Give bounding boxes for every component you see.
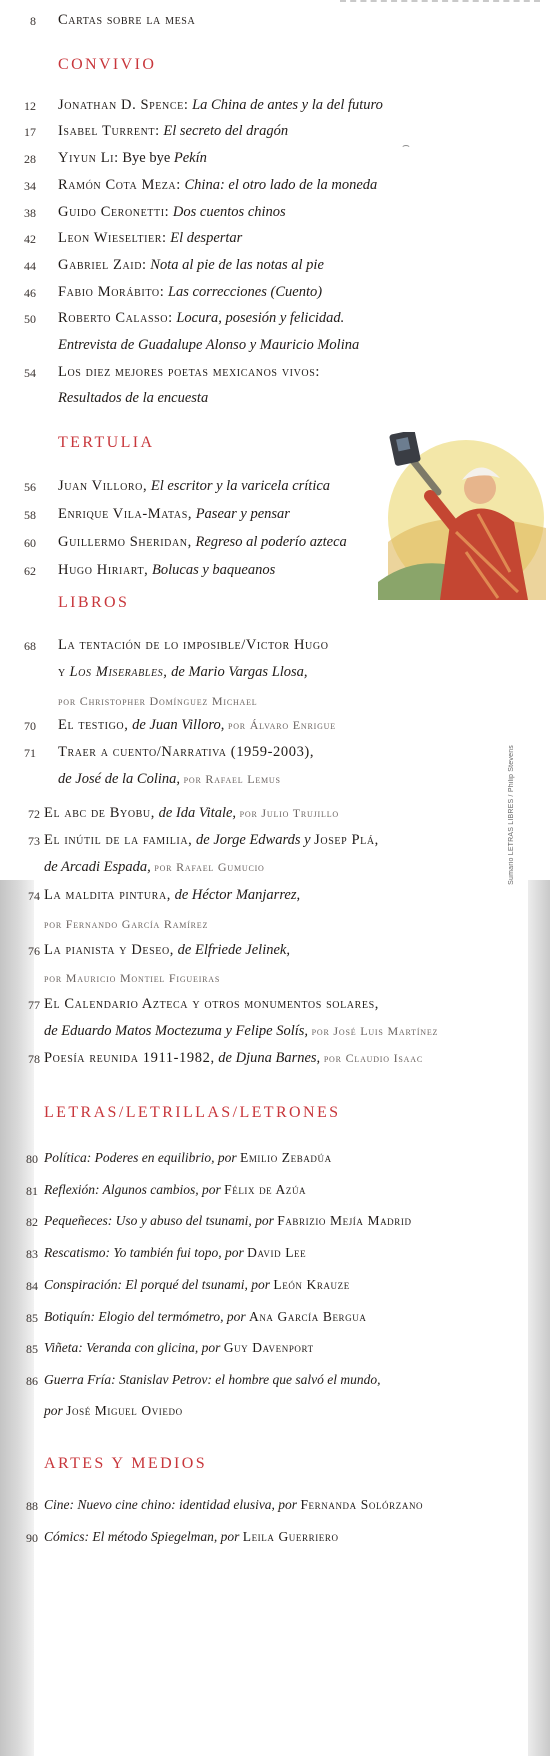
page-number: 54 [24, 366, 36, 380]
page-number: 71 [24, 746, 36, 760]
entry-title: La maldita pintura, [44, 887, 171, 903]
page-number: 73 [28, 834, 40, 848]
entry-reviewer: por Rafael Lemus [183, 772, 281, 786]
page-number: 81 [26, 1184, 38, 1198]
entry-title: Pasear y pensar [195, 506, 290, 522]
entry-author: Fabrizio Mejía Madrid [277, 1213, 412, 1228]
page-number: 68 [24, 639, 36, 653]
entry-author: Yiyun Li: [58, 150, 119, 166]
page-number: 82 [26, 1215, 38, 1229]
page-number: 12 [24, 99, 36, 113]
page-number: 60 [24, 536, 36, 550]
scan-shadow-right [528, 880, 550, 1756]
page-edge-mark [340, 0, 540, 8]
entry-author: Ana García Bergua [248, 1309, 367, 1324]
entry-author: José Miguel Oviedo [66, 1403, 183, 1418]
page-number: 85 [26, 1311, 38, 1325]
entry-author: Hugo Hiriart, [58, 562, 149, 578]
page-number: 74 [28, 889, 40, 903]
page-number: 56 [24, 480, 36, 494]
entry-author: Guy Davenport [223, 1340, 314, 1355]
entry-subtitle: de Héctor Manjarrez, [174, 887, 301, 903]
page-number: 80 [26, 1152, 38, 1166]
entry-reviewer: por Claudio Isaac [323, 1051, 423, 1065]
side-credit: Sumario LETRAS LIBRES / Philip Stevens [508, 745, 515, 885]
page-number: 90 [26, 1531, 38, 1545]
page-number: 58 [24, 508, 36, 522]
page-number: 34 [24, 179, 36, 193]
entry-title: El inútil de la familia, [44, 832, 193, 848]
entry-title: El abc de Byobu, [44, 805, 155, 821]
entry-reviewer: por Mauricio Montiel Figueiras [44, 971, 221, 985]
page-number: 85 [26, 1342, 38, 1356]
entry-subtitle: de Jorge Edwards y [196, 832, 311, 848]
page-number: 46 [24, 286, 36, 300]
page-number: 77 [28, 998, 40, 1012]
entry-title: La China de antes y la del futuro [192, 97, 383, 113]
entry-author: Enrique Vila-Matas, [58, 506, 193, 522]
section-heading-convivio: CONVIVIO [58, 56, 157, 73]
entry-title: Viñeta: Veranda con glicina, por [44, 1340, 221, 1355]
entry-reviewer: por Rafael Gumucio [154, 860, 265, 874]
entry-author: Guido Ceronetti: [58, 204, 170, 220]
entry-title: Cómics: El método Spiegelman, por [44, 1529, 240, 1544]
section-heading-libros: LIBROS [58, 594, 130, 611]
page-number: 44 [24, 259, 36, 273]
entry-title: Cine: Nuevo cine chino: identidad elusiva, por [44, 1497, 298, 1512]
entry-title: Política: Poderes en equilibrio, por [44, 1150, 237, 1165]
entry-title: El despertar [170, 230, 243, 246]
entry-author: Fernanda Solórzano [300, 1497, 424, 1512]
entry-title: El secreto del dragón [163, 123, 289, 139]
entry-reviewer: por Álvaro Enrigue [227, 718, 336, 732]
entry-author: Emilio Zebadúa [239, 1150, 332, 1165]
entry-subtitle: de Elfriede Jelinek, [177, 942, 290, 958]
entry-subtitle: Entrevista de Guadalupe Alonso y Mauricio Molina [58, 337, 360, 353]
entry-author: Gabriel Zaid: [58, 257, 147, 273]
entry-title: Regreso al poderío azteca [195, 534, 347, 550]
entry-reviewer: por José Luis Martínez [311, 1024, 439, 1038]
section-heading-letras: LETRAS/LETRILLAS/LETRONES [44, 1104, 341, 1121]
entry-title: El Calendario Azteca y otros monumentos solares, [44, 996, 379, 1012]
page-number: 38 [24, 206, 36, 220]
section-heading-tertulia: TERTULIA [58, 434, 155, 451]
man-holding-camera-illustration [378, 432, 546, 600]
entry-title: La pianista y Deseo, [44, 942, 175, 958]
entry-subtitle: de Mario Vargas Llosa, [171, 664, 308, 680]
entry-reviewer: por Fernando García Ramírez [44, 917, 209, 931]
entry-title: Cartas sobre la mesa [58, 12, 196, 28]
entry-subtitle: de Arcadi Espada, [44, 859, 151, 875]
page-number: 70 [24, 719, 36, 733]
entry-title: Pequeñeces: Uso y abuso del tsunami, por [44, 1213, 274, 1228]
entry-author: Jonathan D. Spence: [58, 97, 189, 113]
page-number: 50 [24, 312, 36, 326]
entry-title: El testigo, [58, 717, 129, 733]
entry-author: Guillermo Sheridan, [58, 534, 192, 550]
entry-title-plain: Bye bye [122, 150, 171, 166]
entry-title: Locura, posesión y felicidad. [176, 310, 345, 326]
entry-title: Guerra Fría: Stanislav Petrov: el hombre que salvó el mundo, [44, 1372, 381, 1387]
entry-subtitle: de Ida Vitale, [158, 805, 237, 821]
entry-author: Roberto Calasso: [58, 310, 173, 326]
entry-author: León Krauze [273, 1277, 350, 1292]
entry-author: David Lee [247, 1245, 307, 1260]
page-number: 8 [30, 14, 36, 28]
entry-title: La tentación de lo imposible/Victor Hugo [58, 637, 329, 653]
page-number: 76 [28, 944, 40, 958]
entry-author: Leila Guerriero [242, 1529, 339, 1544]
entry-author: Félix de Azúa [224, 1182, 307, 1197]
entry-subtitle: de Djuna Barnes, [218, 1050, 321, 1066]
entry-title: Bolucas y baqueanos [152, 562, 276, 578]
entry-title: Los diez mejores poetas mexicanos vivos: [58, 364, 321, 380]
entry-author: Fabio Morábito: [58, 284, 165, 300]
entry-author: Juan Villoro, [58, 478, 148, 494]
entry-reviewer: por Julio Trujillo [239, 806, 339, 820]
entry-title: Traer a cuento/Narrativa (1959-2003), [58, 744, 315, 760]
entry-title-part: Los Miserables, [69, 664, 168, 680]
entry-by-word: por [44, 1403, 63, 1418]
page-number: 72 [28, 807, 40, 821]
page-number: 88 [26, 1499, 38, 1513]
entry-title: Pekín [173, 150, 207, 166]
entry-subtitle: de José de la Colina, [58, 771, 181, 787]
page-number: 42 [24, 232, 36, 246]
entry-title: El escritor y la varicela crítica [150, 478, 331, 494]
entry-title: Reflexión: Algunos cambios, por [44, 1182, 221, 1197]
entry-reviewer: por Christopher Domínguez Michael [58, 694, 258, 708]
page-number: 17 [24, 125, 36, 139]
page-number: 83 [26, 1247, 38, 1261]
entry-author: Leon Wieseltier: [58, 230, 167, 246]
entry-title: Conspiración: El porqué del tsunami, por [44, 1277, 270, 1292]
page-number: 28 [24, 152, 36, 166]
page-number: 62 [24, 564, 36, 578]
entry-subtitle: Resultados de la encuesta [58, 390, 209, 406]
entry-author: Ramón Cota Meza: [58, 177, 181, 193]
entry-title: Botiquín: Elogio del termómetro, por [44, 1309, 246, 1324]
entry-conjunction: y [58, 664, 66, 680]
entry-title: China: el otro lado de la moneda [184, 177, 378, 193]
page-number: 86 [26, 1374, 38, 1388]
page-number: 84 [26, 1279, 38, 1293]
entry-subtitle: de Eduardo Matos Moctezuma y Felipe Solís, [44, 1023, 309, 1039]
page-number: 78 [28, 1052, 40, 1066]
entry-subtitle: de Juan Villoro, [132, 717, 225, 733]
section-heading-artes: ARTES Y MEDIOS [44, 1455, 208, 1472]
entry-title: Nota al pie de las notas al pie [150, 257, 324, 273]
entry-title: Poesía reunida 1911-1982, [44, 1050, 215, 1066]
entry-title-part: Josep Plá, [314, 832, 379, 848]
entry-title: Dos cuentos chinos [172, 204, 286, 220]
entry-author: Isabel Turrent: [58, 123, 160, 139]
stray-mark-icon: ⌢ [402, 138, 410, 152]
entry-title: Las correcciones (Cuento) [167, 284, 323, 300]
entry-title: Rescatismo: Yo también fui topo, por [44, 1245, 244, 1260]
